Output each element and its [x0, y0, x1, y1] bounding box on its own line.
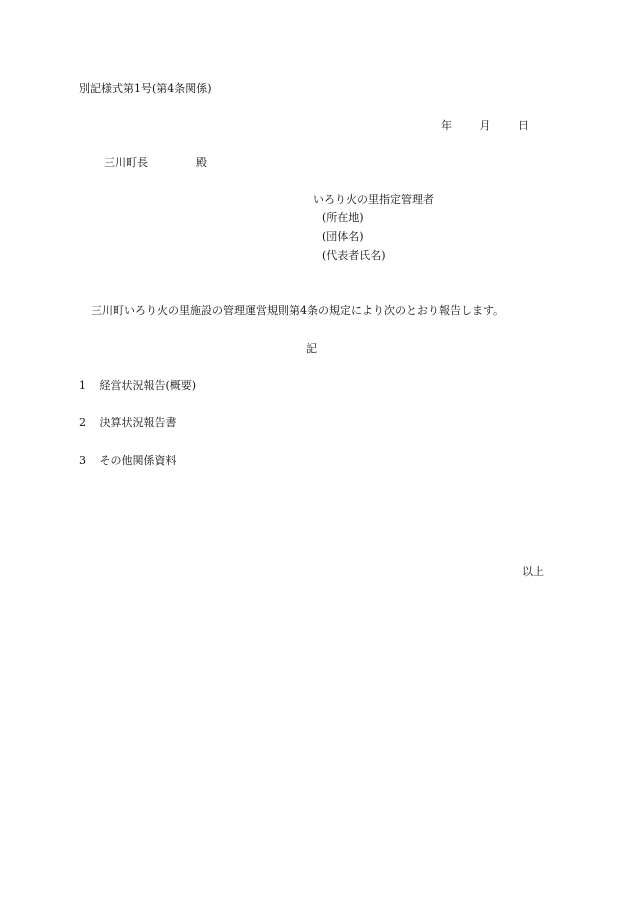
ki-heading: 記	[306, 342, 317, 355]
date-day: 日	[518, 119, 529, 132]
list-item-label: 経営状況報告(概要)	[99, 379, 197, 392]
closing-text: 以上	[522, 565, 544, 578]
list-item	[79, 454, 177, 468]
list-item-label: その他関係資料	[99, 454, 177, 467]
addressee-honorific: 殿	[196, 156, 207, 169]
sender-organization: (団体名)	[322, 230, 364, 243]
list-item	[79, 416, 177, 430]
sender-address: (所在地)	[322, 211, 364, 224]
list-item-number: 1	[79, 379, 86, 392]
list-item-label: 決算状況報告書	[99, 416, 177, 429]
date-month: 月	[479, 119, 491, 132]
list-item-number: 3	[79, 454, 86, 467]
sender-title: いろり火の里指定管理者	[313, 193, 434, 206]
date-line	[441, 119, 529, 133]
sender-representative: (代表者氏名)	[322, 249, 386, 262]
date-year: 年	[441, 119, 452, 132]
form-label: 別記様式第1号(第4条関係)	[79, 82, 212, 95]
list-item-number: 2	[79, 416, 86, 429]
body-text: 三川町いろり火の里施設の管理運営規則第4条の規定により次のとおり報告します。	[91, 304, 505, 317]
addressee-name: 三川町長	[104, 156, 148, 169]
list-item	[79, 379, 196, 393]
